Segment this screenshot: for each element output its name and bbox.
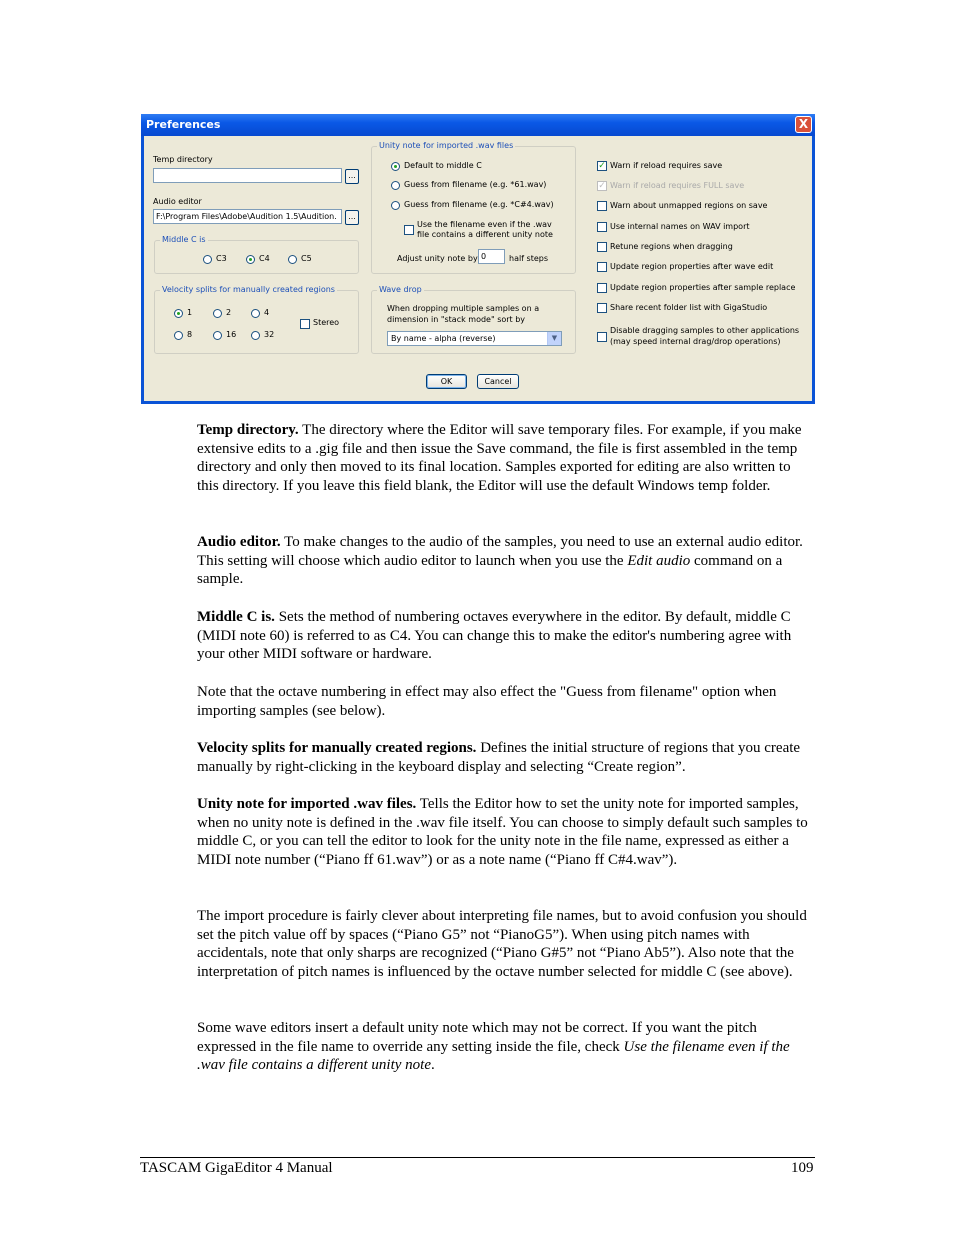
warn-reload-full-save-label: Warn if reload requires FULL save	[610, 181, 745, 190]
dialog-title: Preferences	[146, 118, 221, 131]
paragraph-wave-editors	[197, 1019, 815, 1075]
wave-drop-sort-select[interactable]	[387, 331, 562, 346]
velocity-16-label: 16	[226, 330, 237, 339]
temp-directory-text: The directory where the Editor will save temporary files. For example, if you make extensive edits to a .gig file and then issue the Save command, the file is first assembled in the temp directory and only then moved to its final location. Samples exported for editing are also written to this directory. If you leave this field blank, the Editor will use the default Windows temp folder.	[197, 422, 802, 495]
paragraph-unity-note	[197, 795, 815, 870]
footer-rule	[140, 1157, 815, 1158]
internal-names-label: Use internal names on WAV import	[610, 222, 750, 231]
paragraph-velocity-splits	[197, 739, 815, 776]
unity-default-label: Default to middle C	[404, 161, 482, 170]
middle-c-c5-radio[interactable]	[288, 255, 297, 264]
adjust-unity-suffix: half steps	[509, 254, 549, 263]
middle-c-c4-label: C4	[259, 254, 270, 263]
disable-drag-checkbox[interactable]	[597, 332, 607, 342]
wave-editors-text: Some wave editors insert a default unity note which may not be correct. If you want the pitch expressed in the file name to override any setting inside the file, check	[197, 1020, 757, 1055]
unity-note-heading: Unity note for imported .wav files.	[197, 796, 417, 812]
page-number: 109	[791, 1160, 814, 1176]
middle-c-label: Middle C is	[162, 235, 206, 244]
footer-title: TASCAM GigaEditor 4 Manual	[140, 1160, 333, 1176]
audio-editor-input[interactable]: F:\Program Files\Adobe\Audition 1.5\Audition.	[153, 209, 342, 224]
retune-regions-checkbox[interactable]	[597, 242, 607, 252]
share-recent-folder-checkbox[interactable]	[597, 303, 607, 313]
cancel-button[interactable]: Cancel	[477, 374, 519, 389]
use-filename-italic: Use the filename even if the .wav file contains a different unity note	[197, 1038, 790, 1074]
share-recent-folder-label: Share recent folder list with GigaStudio	[610, 303, 768, 312]
unity-guess-number-label: Guess from filename (e.g. *61.wav)	[404, 180, 547, 189]
middle-c-group	[154, 235, 359, 274]
warn-unmapped-label: Warn about unmapped regions on save	[610, 201, 768, 210]
wave-editors-end: .	[431, 1057, 435, 1074]
velocity-splits-heading: Velocity splits for manually created regions.	[197, 740, 477, 756]
temp-directory-label: Temp directory	[153, 155, 213, 164]
use-filename-line1: Use the filename even if the .wav	[417, 220, 552, 229]
velocity-splits-group	[154, 285, 359, 354]
temp-directory-browse-button[interactable]: ...	[345, 169, 359, 184]
internal-names-checkbox[interactable]	[597, 222, 607, 232]
warn-reload-full-save-checkbox: ✓	[598, 181, 606, 191]
velocity-4-label: 4	[264, 308, 270, 317]
middle-c-c3-radio[interactable]	[203, 255, 212, 264]
middle-c-c3-label: C3	[216, 254, 227, 263]
unity-default-radio[interactable]	[391, 162, 400, 171]
temp-directory-input[interactable]	[153, 168, 342, 183]
ok-button[interactable]: OK	[426, 374, 467, 389]
wave-drop-label: Wave drop	[379, 285, 422, 294]
unity-guess-name-label: Guess from filename (e.g. *C#4.wav)	[404, 200, 554, 209]
disable-drag-line2: (may speed internal drag/drop operations)	[610, 337, 781, 346]
audio-editor-browse-button[interactable]: ...	[345, 210, 359, 225]
unity-note-text: Tells the Editor how to set the unity note for imported samples, when no unity note is defined in the .wav file itself. You can choose to simply default such samples to middle C, or you can tell the editor to look for the unity note in the file name, expressed as either a MIDI note number (“Piano ff 61.wav”) or as a note name (“Piano ff C#4.wav”).	[197, 796, 808, 869]
close-icon[interactable]: X	[795, 116, 812, 133]
unity-note-label: Unity note for imported .wav files	[379, 141, 514, 150]
velocity-32-label: 32	[264, 330, 275, 339]
wave-drop-sort-value: By name - alpha (reverse)	[391, 334, 496, 343]
velocity-8-radio[interactable]	[174, 331, 183, 340]
paragraph-import-procedure: The import procedure is fairly clever about interpreting file names, but to avoid confusion you should set the pitch value off by spaces (“Piano G5” not “PianoG5”). When using pitch names with accidentals, note that only sharps are recognized (“Piano G#5” not “Piano Ab5”). Also note that the interpretation of pitch names is influenced by the octave number selected for middle C (see above).	[197, 908, 807, 981]
update-after-edit-label: Update region properties after wave edit	[610, 262, 774, 271]
paragraph-audio-editor	[197, 533, 815, 589]
preferences-dialog	[141, 114, 815, 404]
velocity-2-radio[interactable]	[213, 309, 222, 318]
middle-c-text: Sets the method of numbering octaves everywhere in the editor. By default, middle C (MIDI note 60) is referred to as C4. You can change this to make the editor's numbering agree with your other MIDI software or hardware.	[197, 609, 792, 663]
unity-note-group	[371, 141, 576, 274]
unity-guess-name-radio[interactable]	[391, 201, 400, 210]
paragraph-middle-c	[197, 608, 815, 664]
warn-unmapped-checkbox[interactable]	[597, 201, 607, 211]
use-filename-checkbox[interactable]	[404, 225, 414, 235]
velocity-16-radio[interactable]	[213, 331, 222, 340]
middle-c-c5-label: C5	[301, 254, 312, 263]
audio-editor-heading: Audio editor.	[197, 534, 281, 550]
warn-reload-save-label: Warn if reload requires save	[610, 161, 723, 170]
audio-editor-label: Audio editor	[153, 197, 202, 206]
chevron-down-icon[interactable]: ▼	[547, 332, 561, 345]
velocity-1-label: 1	[187, 308, 193, 317]
velocity-4-radio[interactable]	[251, 309, 260, 318]
adjust-unity-input[interactable]: 0	[478, 249, 505, 264]
wave-drop-text-line2: dimension in "stack mode" sort by	[387, 315, 526, 324]
use-filename-line2: file contains a different unity note	[417, 230, 553, 239]
paragraph-octave-note: Note that the octave numbering in effect may also effect the "Guess from filename" option when importing samples (see below).	[197, 684, 777, 719]
retune-regions-label: Retune regions when dragging	[610, 242, 733, 251]
stereo-label: Stereo	[313, 318, 340, 327]
adjust-unity-label: Adjust unity note by	[397, 254, 478, 263]
dialog-client	[144, 136, 812, 401]
update-after-replace-label: Update region properties after sample replace	[610, 283, 796, 292]
audio-editor-text-end: command on a sample.	[197, 552, 783, 588]
audio-editor-text: To make changes to the audio of the samples, you need to use an external audio editor. This setting will choose which audio editor to launch when you use the	[197, 534, 803, 569]
velocity-2-label: 2	[226, 308, 232, 317]
velocity-splits-label: Velocity splits for manually created regions	[162, 285, 335, 294]
paragraph-temp-directory	[197, 421, 815, 496]
middle-c-c4-radio[interactable]	[246, 255, 255, 264]
temp-directory-heading: Temp directory.	[197, 422, 299, 438]
disable-drag-line1: Disable dragging samples to other applications	[610, 326, 800, 335]
velocity-8-label: 8	[187, 330, 193, 339]
update-after-replace-checkbox[interactable]	[597, 283, 607, 293]
velocity-splits-text: Defines the initial structure of regions that you create manually by right-clicking in the keyboard display and selecting “Create region”.	[197, 740, 801, 775]
stereo-checkbox[interactable]	[300, 319, 310, 329]
unity-guess-number-radio[interactable]	[391, 181, 400, 190]
middle-c-heading: Middle C is.	[197, 609, 275, 625]
wave-drop-group	[371, 285, 576, 354]
velocity-1-radio[interactable]	[174, 309, 183, 318]
dialog-titlebar[interactable]	[141, 114, 815, 136]
warn-reload-save-checkbox[interactable]: ✓	[598, 161, 606, 171]
update-after-edit-checkbox[interactable]	[597, 262, 607, 272]
edit-audio-italic: Edit audio	[627, 552, 691, 569]
wave-drop-text-line1: When dropping multiple samples on a	[387, 304, 540, 313]
velocity-32-radio[interactable]	[251, 331, 260, 340]
